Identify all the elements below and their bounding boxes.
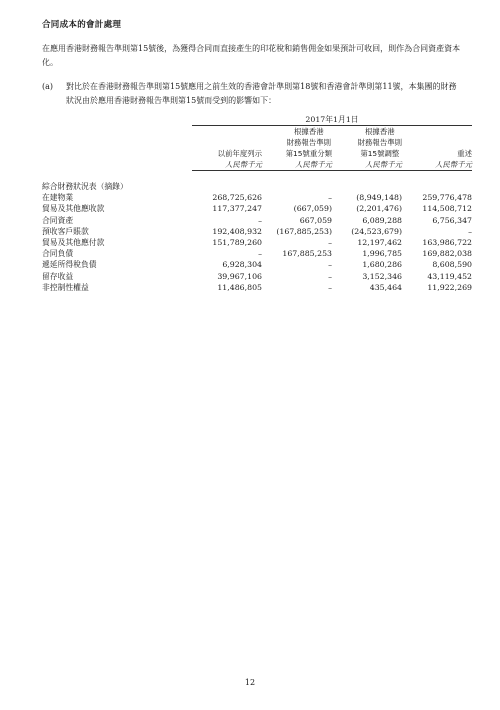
row-value: 1,680,286 bbox=[362, 260, 402, 270]
column-unit: 人民幣千元 bbox=[192, 159, 262, 171]
table-blank-cell bbox=[42, 159, 192, 171]
row-value: 167,885,253 bbox=[282, 249, 332, 259]
column-header bbox=[332, 126, 402, 160]
column-header-line: 以前年度列示 bbox=[217, 149, 262, 158]
column-header-text bbox=[286, 126, 332, 159]
table-row bbox=[42, 237, 472, 248]
column-header-line: 財務報告準則 bbox=[286, 138, 331, 147]
row-value: 6,756,347 bbox=[432, 215, 472, 225]
table-row bbox=[42, 226, 472, 237]
row-value: (667,059) bbox=[293, 204, 332, 214]
row-value: 6,089,288 bbox=[362, 215, 402, 225]
row-value: (24,523,679) bbox=[351, 226, 402, 236]
row-value: – bbox=[328, 271, 332, 281]
row-value: 268,725,626 bbox=[212, 193, 262, 203]
row-value: 12,197,462 bbox=[357, 238, 402, 248]
row-value: – bbox=[328, 193, 332, 203]
row-label: 在建物業 bbox=[42, 193, 74, 203]
row-value: 667,059 bbox=[299, 215, 332, 225]
column-header bbox=[192, 126, 262, 160]
row-label: 合同資產 bbox=[42, 215, 74, 225]
row-value: 8,608,590 bbox=[432, 260, 472, 270]
column-header-line: 重述 bbox=[457, 149, 472, 158]
row-value: (167,885,253) bbox=[276, 226, 332, 236]
page-number: 12 bbox=[244, 678, 256, 687]
row-value: 114,508,712 bbox=[422, 204, 472, 214]
paragraph-a-text: 對比於在香港財務報告準則第15號應用之前生效的香港會計準則第18號和香港會計準則第11號，本集團的財務狀況由於應用香港財務報告準則第15號而受到的影響如下： bbox=[66, 82, 457, 105]
row-label: 合同負債 bbox=[42, 249, 74, 259]
row-value: – bbox=[328, 282, 332, 292]
row-label: 貿易及其他應付款 bbox=[42, 238, 105, 248]
table-row bbox=[42, 203, 472, 214]
table-blank-cell bbox=[42, 114, 192, 126]
table-row bbox=[42, 282, 472, 293]
column-header-line: 財務報告準則 bbox=[357, 138, 402, 147]
row-value: 3,152,346 bbox=[362, 271, 402, 281]
column-header bbox=[262, 126, 332, 160]
table-date-header: 2017年1月1日 bbox=[192, 114, 472, 126]
row-value: 151,789,260 bbox=[212, 238, 262, 248]
table-row bbox=[42, 271, 472, 282]
impact-table bbox=[42, 114, 472, 293]
row-value: 1,996,785 bbox=[362, 249, 402, 259]
row-label: 預收客戶賬款 bbox=[42, 226, 89, 236]
column-header-line: 第15號調整 bbox=[360, 149, 400, 158]
column-unit: 人民幣千元 bbox=[262, 159, 332, 171]
paragraph-marker: (a) bbox=[42, 82, 54, 91]
row-value: 39,967,106 bbox=[217, 271, 262, 281]
row-value: 6,928,304 bbox=[222, 260, 262, 270]
column-header-text bbox=[218, 148, 262, 159]
intro-paragraph: 在應用香港財務報告準則第15號後，為獲得合同而直接產生的印花稅和銷售佣金如果預計可收回，則作為合同資產資本化。 bbox=[42, 44, 461, 67]
table-spacer bbox=[42, 171, 472, 182]
row-value: 43,119,452 bbox=[427, 271, 472, 281]
row-label: 非控制性權益 bbox=[42, 282, 89, 292]
row-value: (2,201,476) bbox=[356, 204, 402, 214]
row-value: 169,882,038 bbox=[422, 249, 472, 259]
row-label: 貿易及其他應收款 bbox=[42, 204, 105, 214]
row-value: 192,408,932 bbox=[212, 226, 262, 236]
column-header-line: 根據香港 bbox=[365, 127, 395, 136]
row-value: 163,986,722 bbox=[422, 238, 472, 248]
row-value: – bbox=[468, 226, 472, 236]
row-value: 259,776,478 bbox=[422, 193, 472, 203]
row-value: 11,486,805 bbox=[217, 282, 262, 292]
row-value: 435,464 bbox=[369, 282, 402, 292]
column-header bbox=[402, 126, 472, 160]
row-value: – bbox=[258, 249, 262, 259]
row-label: 留存收益 bbox=[42, 271, 74, 281]
row-value: 11,922,269 bbox=[427, 282, 472, 292]
table-blank-cell bbox=[42, 126, 192, 160]
column-header-line: 根據香港 bbox=[294, 127, 324, 136]
table-row bbox=[42, 192, 472, 203]
row-value: (8,949,148) bbox=[356, 193, 402, 203]
column-header-text bbox=[358, 126, 402, 159]
row-value: – bbox=[328, 238, 332, 248]
column-header-line: 第15號重分類 bbox=[285, 149, 332, 158]
table-row bbox=[42, 248, 472, 259]
column-header-text bbox=[457, 148, 472, 159]
row-value: 117,377,247 bbox=[212, 204, 262, 214]
table-row bbox=[42, 259, 472, 270]
row-label: 遞延所得稅負債 bbox=[42, 260, 97, 270]
table-section-label: 綜合財務狀況表（摘錄） bbox=[42, 182, 128, 191]
row-value: – bbox=[328, 260, 332, 270]
row-value: – bbox=[258, 215, 262, 225]
column-unit: 人民幣千元 bbox=[402, 159, 472, 171]
section-heading: 合同成本的會計處理 bbox=[42, 20, 122, 30]
column-unit: 人民幣千元 bbox=[332, 159, 402, 171]
table-row bbox=[42, 215, 472, 226]
